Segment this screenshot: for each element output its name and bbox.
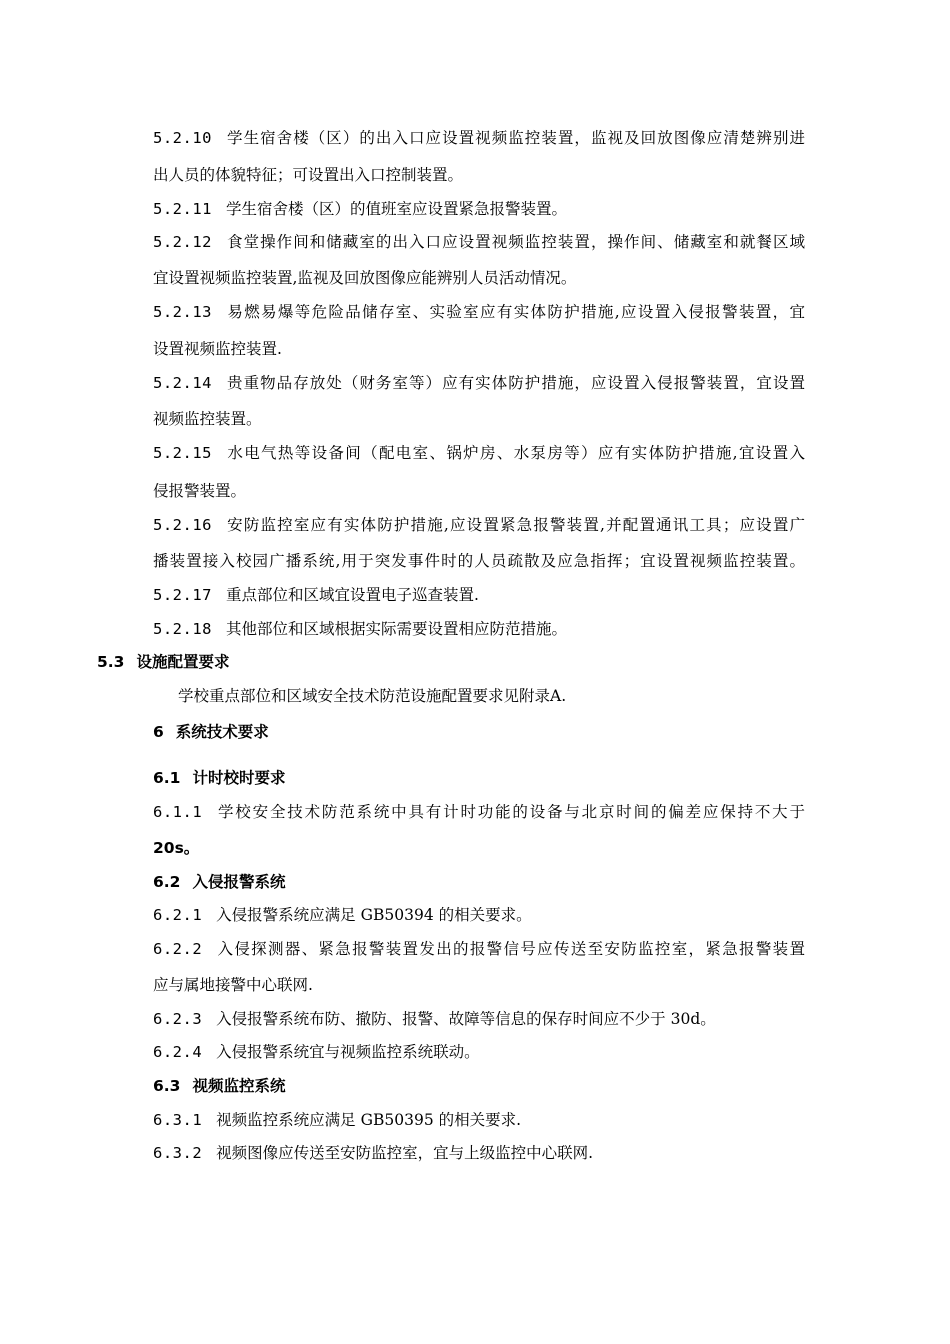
clause-5-2-16-line-2: 播装置接入校园广播系统,用于突发事件时的人员疏散及应急指挥；宜设置视频监控装置。 — [153, 552, 805, 570]
clause-number: 6.2.1 — [153, 906, 203, 924]
clause-text: 入侵报警系统布防、撤防、报警、故障等信息的保存时间应不少于 30d。 — [216, 1010, 716, 1028]
chapter-6-heading — [153, 722, 269, 742]
clause-5-2-13-line-1 — [153, 302, 805, 322]
section-number: 6.2 — [153, 873, 181, 891]
clause-text: 入侵探测器、紧急报警装置发出的报警信号应传送至安防监控室，紧急报警装置 — [216, 940, 805, 958]
clause-text: 其他部位和区域根据实际需要设置相应防范措施。 — [226, 620, 568, 638]
clause-5-2-12-line-2: 宜设置视频监控装置,监视及回放图像应能辨别人员活动情况。 — [153, 269, 577, 287]
clause-5-2-11 — [153, 199, 567, 219]
section-number: 5.3 — [97, 653, 125, 671]
clause-5-2-15-line-1 — [153, 443, 805, 463]
clause-number: 5.2.11 — [153, 200, 212, 218]
clause-number: 5.2.16 — [153, 516, 212, 534]
clause-5-2-12-line-1 — [153, 232, 805, 252]
clause-number: 6.1.1 — [153, 803, 203, 821]
clause-number: 5.2.14 — [153, 374, 212, 392]
clause-text: 入侵报警系统宜与视频监控系统联动。 — [216, 1043, 480, 1061]
clause-text: 重点部位和区域宜设置电子巡查装置. — [226, 586, 479, 604]
section-5-3-heading — [97, 652, 229, 672]
section-title: 入侵报警系统 — [192, 873, 286, 891]
clause-number: 5.2.10 — [153, 129, 212, 147]
clause-6-2-2-line-2: 应与属地接警中心联网. — [153, 976, 313, 994]
section-number: 6.1 — [153, 769, 181, 787]
clause-6-1-1-line-2: 20s。 — [153, 839, 200, 857]
section-title: 设施配置要求 — [136, 653, 230, 671]
clause-6-2-4 — [153, 1042, 480, 1062]
clause-5-2-14-line-2: 视频监控装置。 — [153, 410, 262, 428]
clause-number: 5.2.17 — [153, 586, 212, 604]
clause-number: 6.3.2 — [153, 1144, 203, 1162]
clause-5-2-17 — [153, 585, 479, 605]
clause-number: 6.2.2 — [153, 940, 203, 958]
clause-text: 视频图像应传送至安防监控室，宜与上级监控中心联网. — [216, 1144, 594, 1162]
clause-5-2-18 — [153, 619, 567, 639]
clause-text: 学生宿舍楼（区）的值班室应设置紧急报警装置。 — [226, 200, 568, 218]
clause-5-2-14-line-1 — [153, 373, 805, 393]
clause-text: 贵重物品存放处（财务室等）应有实体防护措施，应设置入侵报警装置，宜设置 — [226, 374, 805, 392]
clause-6-1-1-line-1 — [153, 802, 805, 822]
clause-number: 5.2.13 — [153, 303, 212, 321]
clause-6-2-3 — [153, 1009, 716, 1029]
clause-number: 5.2.15 — [153, 444, 212, 462]
clause-text: 易燃易爆等危险品储存室、实验室应有实体防护措施,应设置入侵报警装置，宜 — [226, 303, 805, 321]
clause-5-2-13-line-2: 设置视频监控装置. — [153, 340, 282, 358]
clause-number: 6.2.4 — [153, 1043, 203, 1061]
section-title: 计时校时要求 — [192, 769, 286, 787]
clause-6-2-2-line-1 — [153, 939, 805, 959]
clause-6-3-1 — [153, 1110, 521, 1130]
clause-number: 5.2.12 — [153, 233, 212, 251]
clause-number: 5.2.18 — [153, 620, 212, 638]
section-5-3-body: 学校重点部位和区域安全技术防范设施配置要求见附录A. — [178, 687, 567, 705]
section-number: 6.3 — [153, 1077, 181, 1095]
clause-text: 学校安全技术防范系统中具有计时功能的设备与北京时间的偏差应保持不大于 — [216, 803, 805, 821]
clause-text: 视频监控系统应满足 GB50395 的相关要求. — [216, 1111, 522, 1129]
clause-6-2-1 — [153, 905, 532, 925]
clause-text: 水电气热等设备间（配电室、锅炉房、水泵房等）应有实体防护措施,宜设置入 — [226, 444, 805, 462]
chapter-number: 6 — [153, 723, 164, 741]
clause-text: 食堂操作间和储藏室的出入口应设置视频监控装置，操作间、储藏室和就餐区域 — [226, 233, 805, 251]
section-6-1-heading — [153, 768, 285, 788]
clause-number: 6.2.3 — [153, 1010, 203, 1028]
clause-5-2-10-line-1 — [153, 128, 805, 148]
chapter-title: 系统技术要求 — [175, 723, 269, 741]
section-6-2-heading — [153, 872, 285, 892]
clause-text: 入侵报警系统应满足 GB50394 的相关要求。 — [216, 906, 532, 924]
clause-6-3-2 — [153, 1143, 593, 1163]
section-title: 视频监控系统 — [192, 1077, 286, 1095]
clause-5-2-16-line-1 — [153, 515, 805, 535]
clause-text: 安防监控室应有实体防护措施,应设置紧急报警装置,并配置通讯工具；应设置广 — [226, 516, 805, 534]
clause-5-2-15-line-2: 侵报警装置。 — [153, 482, 247, 500]
clause-5-2-10-line-2: 出人员的体貌特征；可设置出入口控制装置。 — [153, 166, 464, 184]
clause-number: 6.3.1 — [153, 1111, 203, 1129]
section-6-3-heading — [153, 1076, 285, 1096]
clause-text: 学生宿舍楼（区）的出入口应设置视频监控装置，监视及回放图像应清楚辨别进 — [226, 129, 805, 147]
